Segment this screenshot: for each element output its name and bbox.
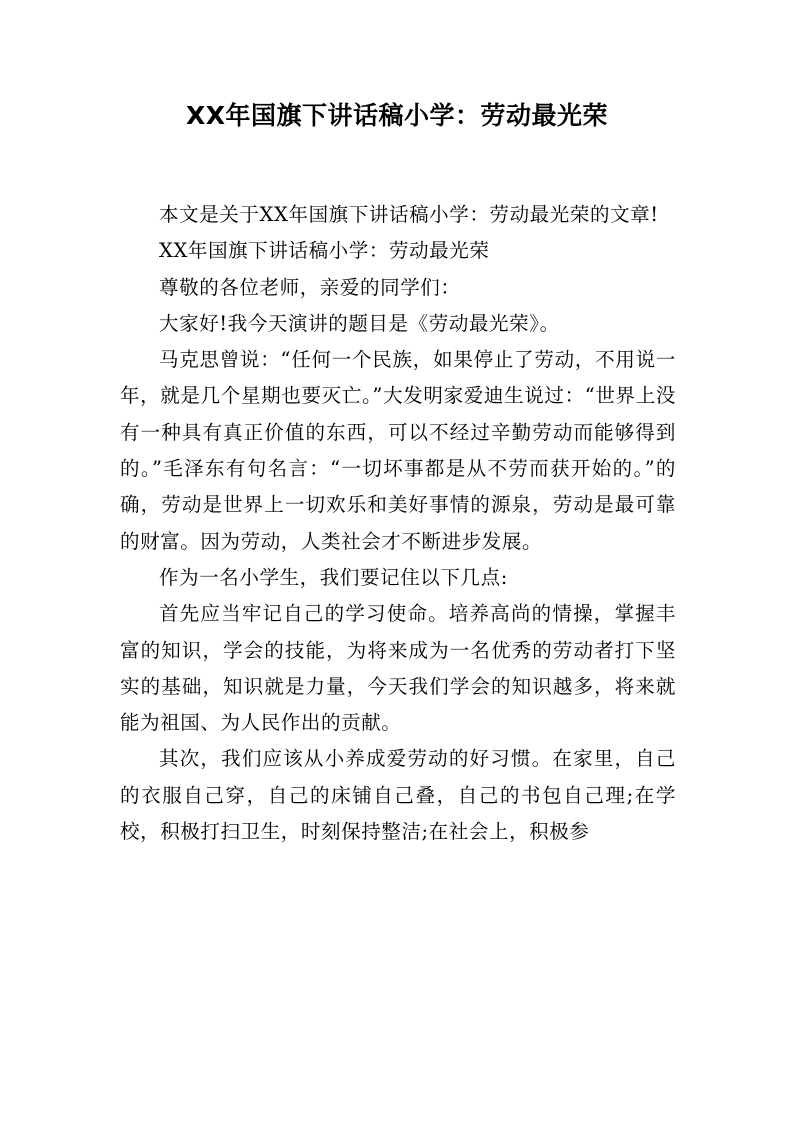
- paragraph-first-point: 首先应当牢记自己的学习使命。培养高尚的情操，掌握丰富的知识，学会的技能，为将来成为一名优秀的劳动者打下坚实的基础，知识就是力量，今天我们学会的知识越多，将来就能为祖国、为人民作出的贡献。: [120, 602, 676, 735]
- paragraph-greeting: 大家好!我今天演讲的题目是《劳动最光荣》。: [159, 311, 560, 335]
- document-body: [120, 197, 676, 850]
- paragraph-salutation: 尊敬的各位老师，亲爱的同学们：: [159, 275, 461, 299]
- document-title: XX年国旗下讲话稿小学：劳动最光荣: [185, 101, 609, 130]
- paragraph-quotes: 马克思曾说：“任何一个民族，如果停止了劳动，不用说一年，就是几个星期也要灭亡。”大发明家爱迪生说过：“世界上没有一种具有真正价值的东西，可以不经过辛勤劳动而能够得到的。”毛泽东有句名言：“一切坏事都是从不劳而获开始的。”的确，劳动是世界上一切欢乐和美好事情的源泉，劳动是最可靠的财富。因为劳动，人类社会才不断进步发展。: [120, 348, 676, 553]
- paragraph-points-intro: 作为一名小学生，我们要记住以下几点:: [159, 565, 508, 589]
- paragraph-intro: 本文是关于XX年国旗下讲话稿小学：劳动最光荣的文章!: [159, 203, 659, 226]
- paragraph-heading: XX年国旗下讲话稿小学：劳动最光荣: [159, 239, 490, 263]
- paragraph-second-point: 其次，我们应该从小养成爱劳动的好习惯。在家里，自己的衣服自己穿，自己的床铺自己叠，自己的书包自己理;在学校，积极打扫卫生，时刻保持整洁;在社会上，积极参: [120, 747, 676, 844]
